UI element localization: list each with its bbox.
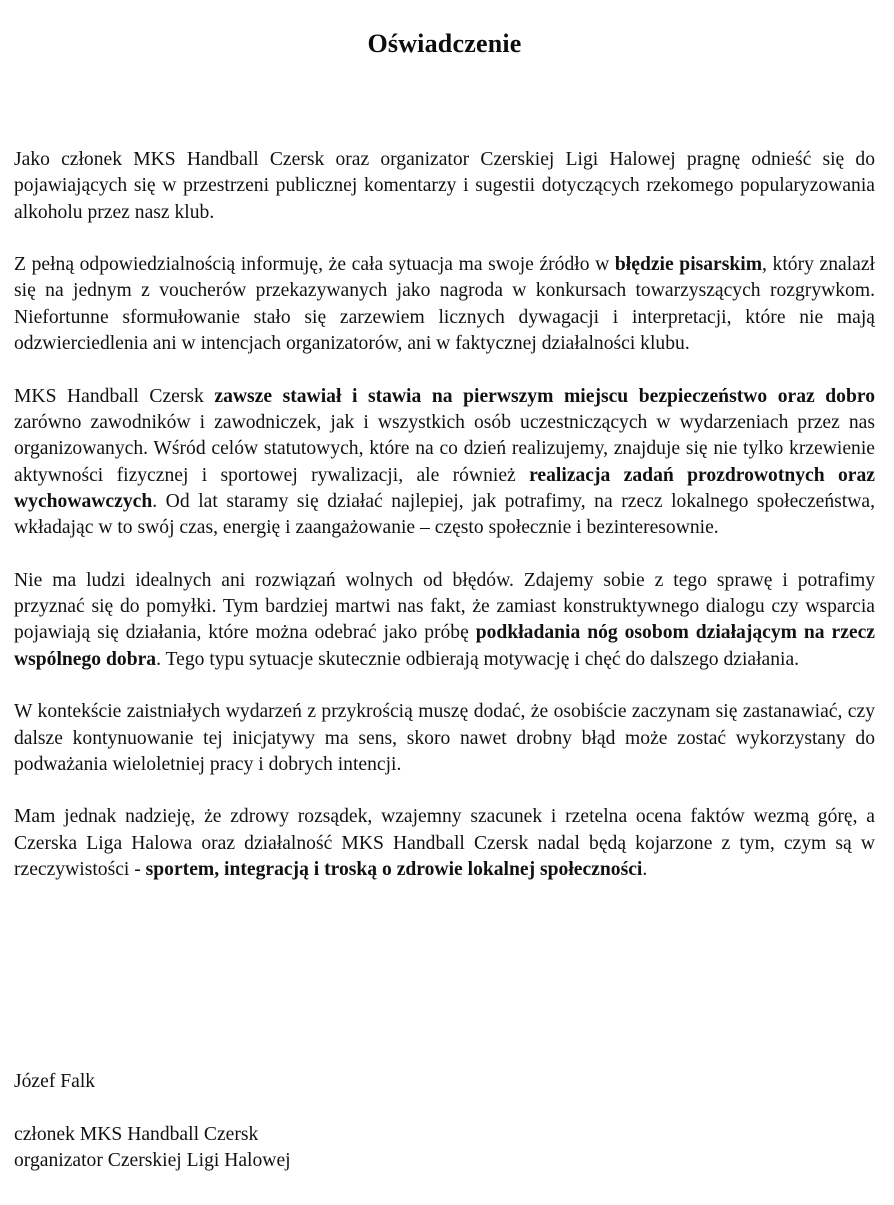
paragraph-club-values bbox=[14, 384, 875, 542]
emphasized-text: sportem, integracją i troską o zdrowie lokalnej społeczności bbox=[145, 859, 643, 881]
document-body bbox=[14, 147, 875, 910]
emphasized-text: zawsze stawiał i stawia na pierwszym miejscu bezpieczeństwo oraz dobro bbox=[214, 385, 875, 407]
emphasized-text: realizacja zadań prozdrowotnych oraz wychowawczych bbox=[14, 464, 875, 512]
text-run: . bbox=[642, 859, 648, 881]
text-run: W kontekście zaistniałych wydarzeń z przykrością muszę dodać, że osobiście zaczynam się zastanawiać, czy dalsze kontynuowanie tej inicjatywy ma sens, skoro nawet drobny błąd może zostać wykorzystany do podważania wieloletniej pracy i dobrych intencji. bbox=[14, 701, 875, 775]
paragraph-clerical-error bbox=[14, 252, 875, 357]
document-title: Oświadczenie bbox=[367, 29, 522, 58]
paragraph-intro bbox=[14, 147, 875, 226]
signatory-role-organizer: organizator Czerskiej Ligi Halowej bbox=[14, 1149, 291, 1171]
paragraph-mistakes bbox=[14, 568, 875, 673]
text-run: MKS Handball Czersk bbox=[14, 385, 215, 407]
text-run: Mam jednak nadzieję, że zdrowy rozsądek, wzajemny szacunek i rzetelna ocena faktów wezmą górę, a Czerska Liga Halowa oraz działalność MKS Handball Czersk nadal będą kojarzone z tym, czym są w rzeczywistości - bbox=[14, 806, 875, 881]
text-run: , który znalazł się na jednym z voucherów przekazywanych jako nagroda w konkursach towarzyszących rozgrywkom. Niefortunne sformułowanie stało się zarzewiem licznych dywagacji i interpretacji, które nie mają odzwierciedlenia ani w intencjach organizatorów, ani w faktycznej działalności klubu. bbox=[14, 254, 876, 355]
paragraph-doubts bbox=[14, 699, 875, 778]
text-run: . Od lat staramy się działać najlepiej, jak potrafimy, na rzecz lokalnego społeczeństwa, wkładając w to swój czas, energię i zaangażowanie – często społecznie i bezinteresownie. bbox=[14, 490, 875, 539]
text-run: Jako członek MKS Handball Czersk oraz organizator Czerskiej Ligi Halowej pragnę odnieść się do pojawiających się w przestrzeni publicznej komentarzy i sugestii dotyczących rzekomego popularyzowania alkoholu przez nasz klub. bbox=[14, 149, 875, 223]
emphasized-text: podkładania nóg osobom działającym na rzecz wspólnego dobra bbox=[14, 622, 875, 670]
emphasized-text: błędzie pisarskim bbox=[614, 254, 763, 276]
text-run: Z pełną odpowiedzialnością informuję, że cała sytuacja ma swoje źródło w bbox=[14, 254, 615, 276]
text-run: . Tego typu sytuacje skutecznie odbierają motywację i chęć do dalszego działania. bbox=[156, 648, 800, 670]
paragraph-hope bbox=[14, 804, 875, 883]
text-run: zarówno zawodników i zawodniczek, jak i wszystkich osób uczestniczących w wydarzeniach przez nas organizowanych. Wśród celów statutowych, które na co dzień realizujemy, znajduje się nie tylko krzewienie aktywności fizycznej i sportowej rywalizacji, ale również bbox=[14, 411, 875, 486]
signatory-role-member: członek MKS Handball Czersk bbox=[14, 1123, 259, 1145]
signature-block bbox=[14, 1069, 291, 1174]
text-run: Nie ma ludzi idealnych ani rozwiązań wolnych od błędów. Zdajemy sobie z tego sprawę i potrafimy przyznać się do pomyłki. Tym bardziej martwi nas fakt, że zamiast konstruktywnego dialogu czy wsparcia pojawiają się działania, które można odebrać jako próbę bbox=[14, 569, 875, 644]
signatory-name: Józef Falk bbox=[14, 1071, 96, 1092]
